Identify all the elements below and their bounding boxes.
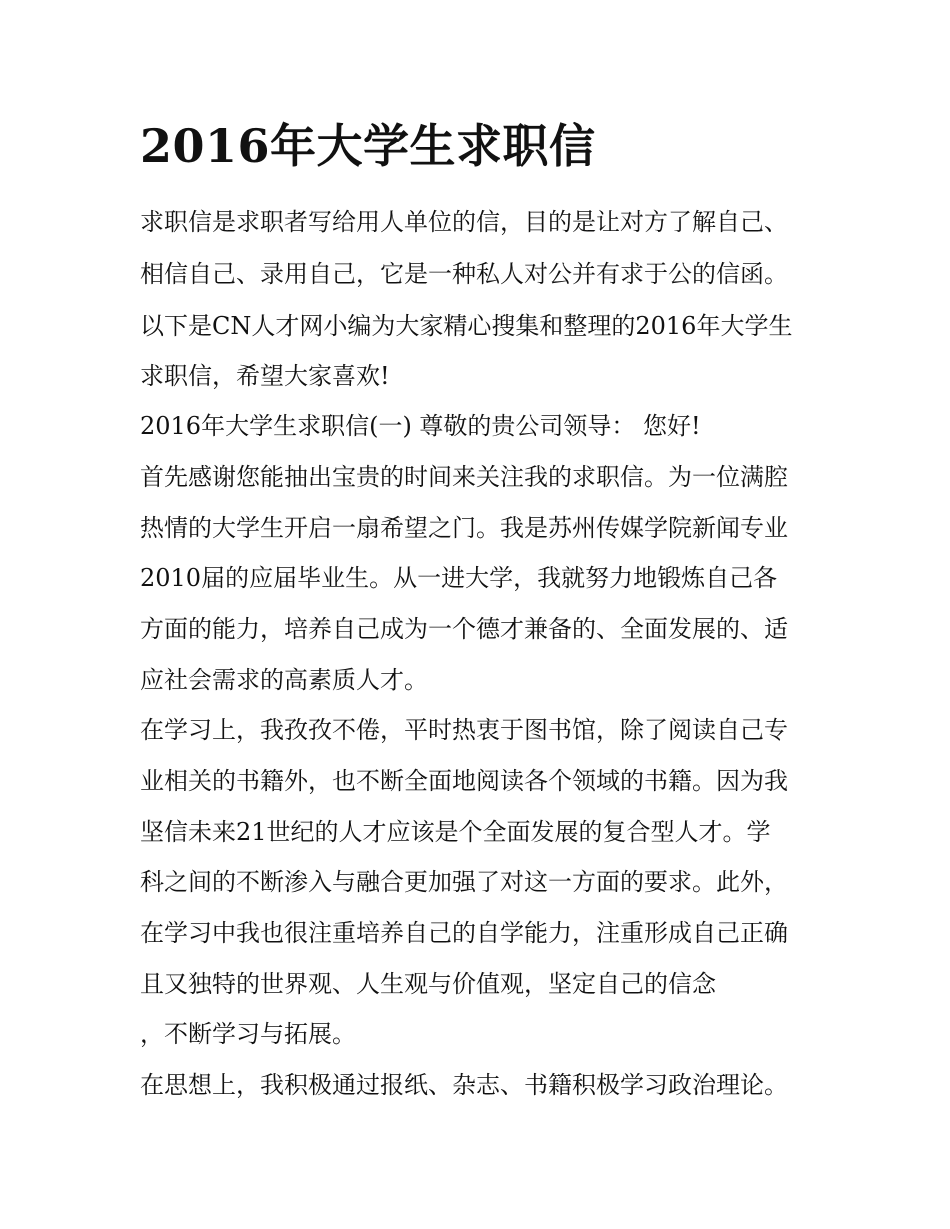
body-line: 以下是CN人才网小编为大家精心搜集和整理的2016年大学生	[140, 312, 793, 340]
body-line: 在学习上，我孜孜不倦，平时热衷于图书馆，除了阅读自己专	[140, 716, 788, 744]
body-line: 且又独特的世界观、人生观与价值观，坚定自己的信念	[140, 970, 716, 998]
body-line: 求职信是求职者写给用人单位的信，目的是让对方了解自己、	[140, 208, 788, 236]
body-line: 业相关的书籍外，也不断全面地阅读各个领域的书籍。因为我	[140, 767, 788, 795]
body-line: 求职信，希望大家喜欢!	[140, 362, 390, 390]
body-line: 科之间的不断渗入与融合更加强了对这一方面的要求。此外，	[140, 868, 788, 896]
body-line: ，不断学习与拓展。	[140, 1020, 356, 1048]
body-line: 2016年大学生求职信(一) 尊敬的贵公司领导： 您好!	[140, 412, 701, 440]
body-line: 在思想上，我积极通过报纸、杂志、书籍积极学习政治理论。	[140, 1071, 788, 1099]
body-line: 在学习中我也很注重培养自己的自学能力，注重形成自己正确	[140, 919, 788, 947]
body-line: 首先感谢您能抽出宝贵的时间来关注我的求职信。为一位满腔	[140, 463, 788, 491]
body-line: 相信自己、录用自己，它是一种私人对公并有求于公的信函。	[140, 260, 788, 288]
body-line: 方面的能力，培养自己成为一个德才兼备的、全面发展的、适	[140, 615, 788, 643]
document-title: 2016年大学生求职信	[140, 119, 596, 173]
body-line: 应社会需求的高素质人才。	[140, 666, 428, 694]
body-line: 热情的大学生开启一扇希望之门。我是苏州传媒学院新闻专业	[140, 514, 788, 542]
body-line: 坚信未来21世纪的人才应该是个全面发展的复合型人才。学	[140, 818, 771, 846]
body-line: 2010届的应届毕业生。从一进大学，我就努力地锻炼自己各	[140, 564, 778, 592]
